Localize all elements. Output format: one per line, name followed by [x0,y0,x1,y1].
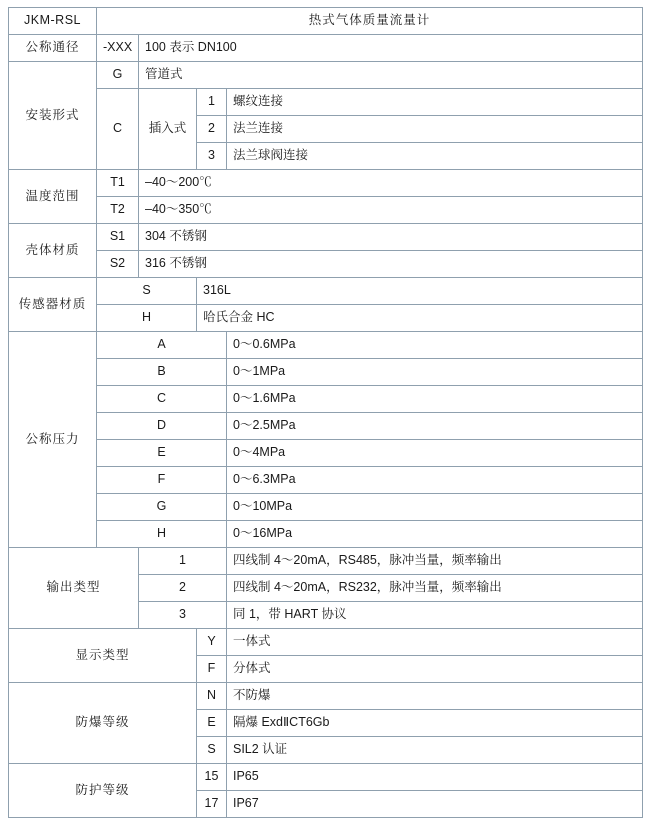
install-desc-g: 管道式 [139,62,643,89]
output-code-2: 2 [139,575,227,602]
install-desc-2: 法兰连接 [227,116,643,143]
table-row-sensor-h [9,305,643,332]
caliber-desc: 100 表示 DN100 [139,35,643,62]
display-desc-y: 一体式 [227,629,643,656]
table-row-pressure-b [9,359,643,386]
shell-desc-s2: 316 不锈钢 [139,251,643,278]
pressure-code-f: F [97,467,227,494]
pressure-code-h: H [97,521,227,548]
table-row-pressure-e [9,440,643,467]
table-row-shell-s2 [9,251,643,278]
install-sub-3: 3 [197,143,227,170]
table-row-explosion-n [9,683,643,710]
display-code-y: Y [197,629,227,656]
table-row-output-1 [9,548,643,575]
pressure-code-e: E [97,440,227,467]
protection-desc-15: IP65 [227,764,643,791]
table-row-model [9,8,643,35]
temp-desc-t2: –40～350℃ [139,197,643,224]
protection-code-17: 17 [197,791,227,818]
temp-code-t1: T1 [97,170,139,197]
pressure-desc-d: 0～2.5MPa [227,413,643,440]
temp-code-t2: T2 [97,197,139,224]
spec-sheet [0,7,650,815]
explosion-code-s: S [197,737,227,764]
install-code-c: C [97,89,139,170]
row-label-shell: 壳体材质 [9,224,97,278]
display-code-f: F [197,656,227,683]
sensor-desc-h: 哈氏合金 HC [197,305,643,332]
pressure-desc-g: 0～10MPa [227,494,643,521]
output-desc-1: 四线制 4～20mA，RS485，脉冲当量，频率输出 [227,548,643,575]
pressure-desc-c: 0～1.6MPa [227,386,643,413]
pressure-code-g: G [97,494,227,521]
explosion-code-n: N [197,683,227,710]
output-desc-2: 四线制 4～20mA，RS232，脉冲当量，频率输出 [227,575,643,602]
explosion-desc-n: 不防爆 [227,683,643,710]
display-desc-f: 分体式 [227,656,643,683]
pressure-desc-e: 0～4MPa [227,440,643,467]
pressure-code-b: B [97,359,227,386]
shell-code-s2: S2 [97,251,139,278]
table-row-pressure-a [9,332,643,359]
shell-desc-s1: 304 不锈钢 [139,224,643,251]
row-label-caliber: 公称通径 [9,35,97,62]
output-code-1: 1 [139,548,227,575]
row-label-install: 安装形式 [9,62,97,170]
shell-code-s1: S1 [97,224,139,251]
explosion-desc-s: SIL2 认证 [227,737,643,764]
row-label-temperature: 温度范围 [9,170,97,224]
pressure-desc-a: 0～0.6MPa [227,332,643,359]
table-row-pressure-d [9,413,643,440]
install-desc-3: 法兰球阀连接 [227,143,643,170]
install-sub-1: 1 [197,89,227,116]
pressure-code-a: A [97,332,227,359]
temp-desc-t1: –40～200℃ [139,170,643,197]
specification-table [8,7,643,818]
row-label-pressure: 公称压力 [9,332,97,548]
install-sub-2: 2 [197,116,227,143]
sensor-desc-s: 316L [197,278,643,305]
table-row-display-y [9,629,643,656]
table-row-pressure-h [9,521,643,548]
pressure-code-d: D [97,413,227,440]
pressure-desc-f: 0～6.3MPa [227,467,643,494]
explosion-desc-e: 隔爆 ExdⅡCT6Gb [227,710,643,737]
install-code-g: G [97,62,139,89]
pressure-desc-h: 0～16MPa [227,521,643,548]
table-row-caliber [9,35,643,62]
output-code-3: 3 [139,602,227,629]
row-label-output: 输出类型 [9,548,139,629]
row-label-explosion: 防爆等级 [9,683,197,764]
caliber-code: -XXX [97,35,139,62]
row-label-sensor: 传感器材质 [9,278,97,332]
table-row-pressure-g [9,494,643,521]
protection-code-15: 15 [197,764,227,791]
page-title: 热式气体质量流量计 [97,8,643,35]
model-code: JKM-RSL [9,8,97,35]
table-row-temp-t1 [9,170,643,197]
sensor-code-s: S [97,278,197,305]
table-row-temp-t2 [9,197,643,224]
table-row-install-c1 [9,89,643,116]
row-label-protection: 防护等级 [9,764,197,818]
table-row-shell-s1 [9,224,643,251]
table-row-install-g [9,62,643,89]
sensor-code-h: H [97,305,197,332]
table-row-protection-15 [9,764,643,791]
protection-desc-17: IP67 [227,791,643,818]
table-row-pressure-f [9,467,643,494]
table-row-sensor-s [9,278,643,305]
pressure-code-c: C [97,386,227,413]
table-row-pressure-c [9,386,643,413]
install-insert-label: 插入式 [139,89,197,170]
pressure-desc-b: 0～1MPa [227,359,643,386]
explosion-code-e: E [197,710,227,737]
row-label-display: 显示类型 [9,629,197,683]
output-desc-3: 同 1，带 HART 协议 [227,602,643,629]
install-desc-1: 螺纹连接 [227,89,643,116]
